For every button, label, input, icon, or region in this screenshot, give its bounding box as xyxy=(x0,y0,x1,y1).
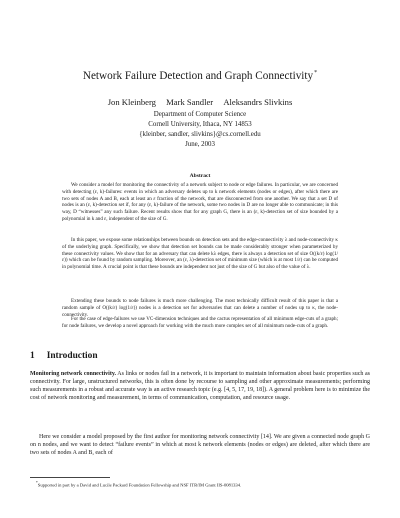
footnote-rule xyxy=(30,477,110,478)
abstract-paragraph: In this paper, we expose some relationships between bounds on detection sets and the edge-connectivity λ and node-connectivity κ of the underlying graph. Specifically, we show that detection set bounds can be made considerably stronger when parameterized by these connectivity values. We show that for an adversary that can delete kλ edges, there is always a detection set of size O((k/ε) log(1/ε)) which can be found by random sampling. Moreover, an (ε, λ)-detection set of minimum size (which is at most 1/ε) can be computed in polynomial time. A crucial point is that these bounds are independent not just of the size of G but also of the value of λ. xyxy=(62,237,338,270)
footnote-text: Supported in part by a David and Lucile Packard Foundation Fellowship and NSF ITR/IM Grant IIS-0081334. xyxy=(37,482,242,488)
author-emails: {kleinber, sandler, slivkins}@cs.cornell.edu xyxy=(139,131,261,138)
section-heading xyxy=(30,351,98,361)
paragraph-text: Here we consider a model proposed by the first author for monitoring network connectivity [14]. We are given a connected node graph G on n nodes, and we want to detect “failure events” in which at most k network elements (nodes or edges) are deleted, after which there are two sets of nodes A and B, each of xyxy=(30,434,370,456)
author: Mark Sandler xyxy=(166,97,214,107)
author-list xyxy=(0,97,400,107)
body-paragraph xyxy=(30,434,370,458)
title-text: Network Failure Detection and Graph Connectivity xyxy=(82,70,314,82)
author: Jon Kleinberg xyxy=(107,97,156,107)
abstract-paragraph: We consider a model for monitoring the connectivity of a network subject to node or edge failures. In particular, we are concerned with detecting (ε, k)-failures: events in which an adversary deletes up to k network elements (nodes or edges), after which there are two sets of nodes A and B, each at least an ε fraction of the network, that are disconnected from one another. We say that a set D of nodes is an (ε, k)-detection set if, for any (ε, k)-failure of the network, some two nodes in D are no longer able to communicate; in this way, D “witnesses” any such failure. Recent results show that for any graph G, there is an (ε, k)-detection set of size bounded by a polynomial in k and ε, independent of the size of G. xyxy=(62,182,338,222)
title-footnote-mark: * xyxy=(314,70,318,77)
abstract-paragraph: For the case of edge-failures we use VC-dimension techniques and the cactus representation of all minimum edge-cuts of a graph; for node failures, we develop a novel approach for working with the much more complex set of all minimum node-cuts of a graph. xyxy=(62,316,338,329)
paragraph-lead: Monitoring network connectivity. xyxy=(30,371,117,377)
affiliation-line: Cornell University, Ithaca, NY 14853 xyxy=(148,121,252,128)
body-paragraph xyxy=(30,371,370,402)
paper-title xyxy=(0,70,400,82)
paper-date: June, 2003 xyxy=(185,141,215,148)
footnote xyxy=(36,481,241,488)
affiliation-line: Department of Computer Science xyxy=(153,111,247,118)
author: Aleksandrs Slivkins xyxy=(223,97,293,107)
abstract-paragraph: Extending these bounds to node failures is much more challenging. The most technically difficult result of this paper is that a random sample of O((k/ε) log(1/ε)) nodes is a detection set for adversaries that can delete a number of nodes up to κ, the node-connectivity. xyxy=(62,298,338,318)
paragraph-text: As links or nodes fail in a network, it is important to maintain information about basic properties such as connectivity. For large, unstructured networks, this is often done by recourse to sampling and other approximate measurements; performing such measurements in a robust and accurate way is an active research topic (e.g. [4, 5, 17, 19, 18]). A general problem here is to minimize the cost of network monitoring and measurement, in terms of communication, computation, and resource usage. xyxy=(30,371,370,401)
section-number: 1 xyxy=(30,351,35,361)
abstract-heading: Abstract xyxy=(189,173,211,179)
footnote-mark: * xyxy=(36,481,38,485)
section-title: Introduction xyxy=(46,351,98,361)
